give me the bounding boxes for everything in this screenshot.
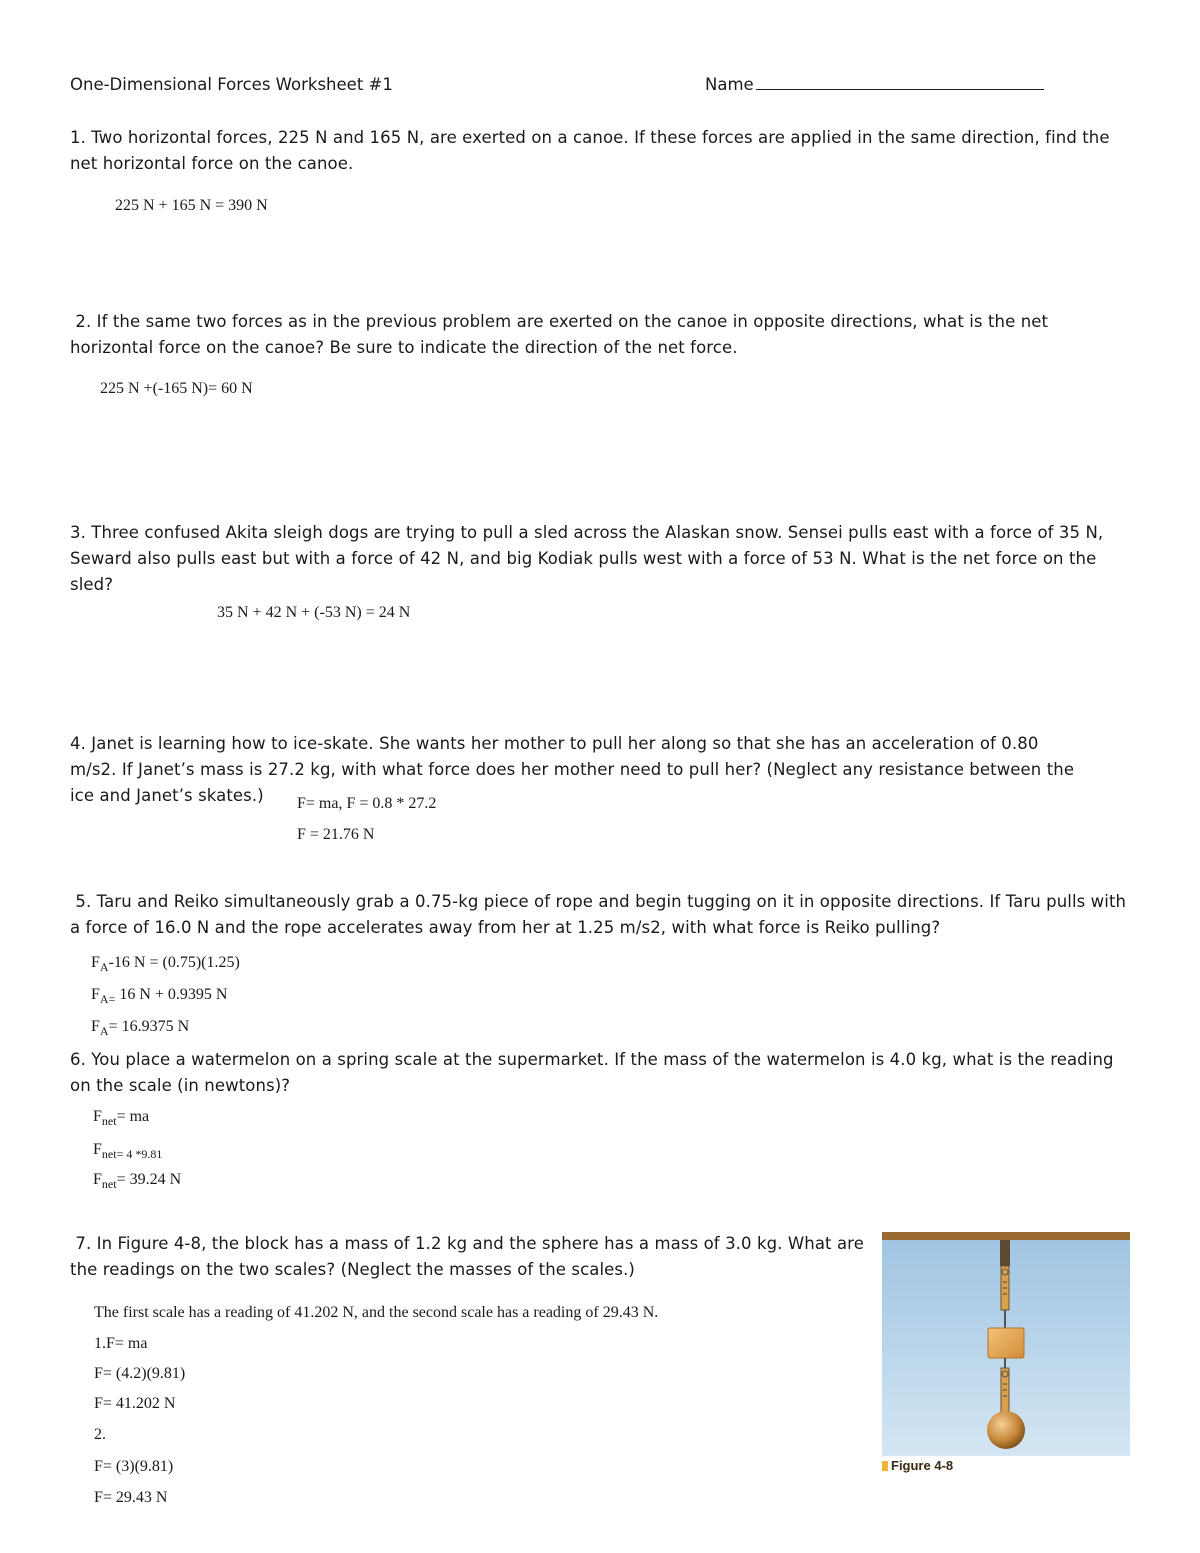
question-4-line-3: ice and Janet’s skates.): [70, 786, 264, 805]
answer-7-line-3: F= 41.202 N: [94, 1395, 176, 1412]
answer-6b-subscript: net= 4 *9.81: [101, 1147, 163, 1161]
answer-4a: F= ma, F = 0.8 * 27.2: [297, 795, 437, 812]
answer-7-line-2: F= (4.2)(9.81): [94, 1365, 186, 1382]
answer-5c-symbol: F: [91, 1018, 100, 1035]
answer-7-line-6: F= 29.43 N: [94, 1489, 168, 1506]
figure-4-8-illustration: [882, 1232, 1130, 1484]
answer-6c-symbol: F: [93, 1171, 102, 1188]
answer-5a: [91, 953, 240, 973]
answer-5b-symbol: F: [91, 986, 100, 1003]
answer-6a-subscript: net: [101, 1114, 117, 1128]
answer-5b-subscript: A=: [99, 992, 116, 1006]
sphere: [987, 1411, 1025, 1449]
answer-6c: [93, 1170, 181, 1190]
answer-7-line-1: 1.F= ma: [94, 1335, 148, 1352]
answer-6b-symbol: F: [93, 1141, 102, 1158]
answer-5b: [91, 985, 227, 1005]
answer-6b: [93, 1140, 162, 1160]
answer-6a: [93, 1107, 149, 1127]
answer-5c-text: = 16.9375 N: [108, 1018, 190, 1035]
question-4-line-1: 4. Janet is learning how to ice-skate. She wants her mother to pull her along so that she has an acceleration of 0.80: [70, 734, 1039, 753]
answer-6a-text: = ma: [116, 1108, 150, 1125]
answer-6c-text: = 39.24 N: [116, 1171, 182, 1188]
question-3: 3. Three confused Akita sleigh dogs are trying to pull a sled across the Alaskan snow. Sensei pulls east with a force of 35 N, Seward also pulls east but with a force of 42 N, and big Kodiak pulls west with a force of 53 N. What is the net force on the sled?: [70, 523, 1104, 594]
name-label: Name: [705, 75, 754, 94]
answer-5a-subscript: A: [99, 960, 109, 974]
name-field[interactable]: [705, 75, 1044, 94]
figure-caption-text: Figure 4-8: [891, 1458, 954, 1473]
figure-caption: [882, 1458, 953, 1473]
answer-3: 35 N + 42 N + (-53 N) = 24 N: [217, 604, 411, 621]
answer-5c: [91, 1017, 189, 1037]
answer-6c-subscript: net: [101, 1177, 117, 1191]
caption-marker: [882, 1461, 888, 1471]
block: [988, 1328, 1024, 1358]
answer-7-line-4: 2.: [94, 1426, 106, 1443]
answer-2: 225 N +(-165 N)= 60 N: [100, 380, 253, 397]
name-underline: [756, 75, 1044, 90]
ceiling-beam: [882, 1232, 1130, 1240]
answer-5b-text: 16 N + 0.9395 N: [115, 986, 228, 1003]
question-6: 6. You place a watermelon on a spring scale at the supermarket. If the mass of the watermelon is 4.0 kg, what is the reading on the scale (in newtons)?: [70, 1050, 1114, 1095]
answer-6a-symbol: F: [93, 1108, 102, 1125]
answer-7-summary: The first scale has a reading of 41.202 N, and the second scale has a reading of 29.43 N.: [94, 1304, 659, 1321]
answer-5c-subscript: A: [99, 1024, 109, 1038]
scale-1-top-hook: [1000, 1240, 1010, 1266]
question-4-line-2: m/s2. If Janet’s mass is 27.2 kg, with what force does her mother need to pull her? (Neglect any resistance between the: [70, 760, 1075, 779]
answer-4b: F = 21.76 N: [297, 826, 375, 843]
question-2: 2. If the same two forces as in the previous problem are exerted on the canoe in opposite directions, what is the net horizontal force on the canoe? Be sure to indicate the direction of the net force.: [70, 312, 1054, 357]
answer-5a-symbol: F: [91, 954, 100, 971]
question-1: 1. Two horizontal forces, 225 N and 165 N, are exerted on a canoe. If these forces are applied in the same direction, find the net horizontal force on the canoe.: [70, 128, 1110, 173]
question-5: 5. Taru and Reiko simultaneously grab a 0.75-kg piece of rope and begin tugging on it in opposite directions. If Taru pulls with a force of 16.0 N and the rope accelerates away from her at 1.25 m/s2, with what force is Reiko pulling?: [70, 892, 1132, 937]
figure-4-8: [882, 1232, 1130, 1484]
answer-1: 225 N + 165 N = 390 N: [115, 197, 268, 214]
answer-7-line-5: F= (3)(9.81): [94, 1458, 174, 1475]
worksheet-title: One-Dimensional Forces Worksheet #1: [70, 75, 393, 94]
question-7: 7. In Figure 4-8, the block has a mass of 1.2 kg and the sphere has a mass of 3.0 kg. What are the readings on the two scales? (Neglect the masses of the scales.): [70, 1234, 870, 1279]
answer-5a-text: -16 N = (0.75)(1.25): [108, 954, 240, 971]
